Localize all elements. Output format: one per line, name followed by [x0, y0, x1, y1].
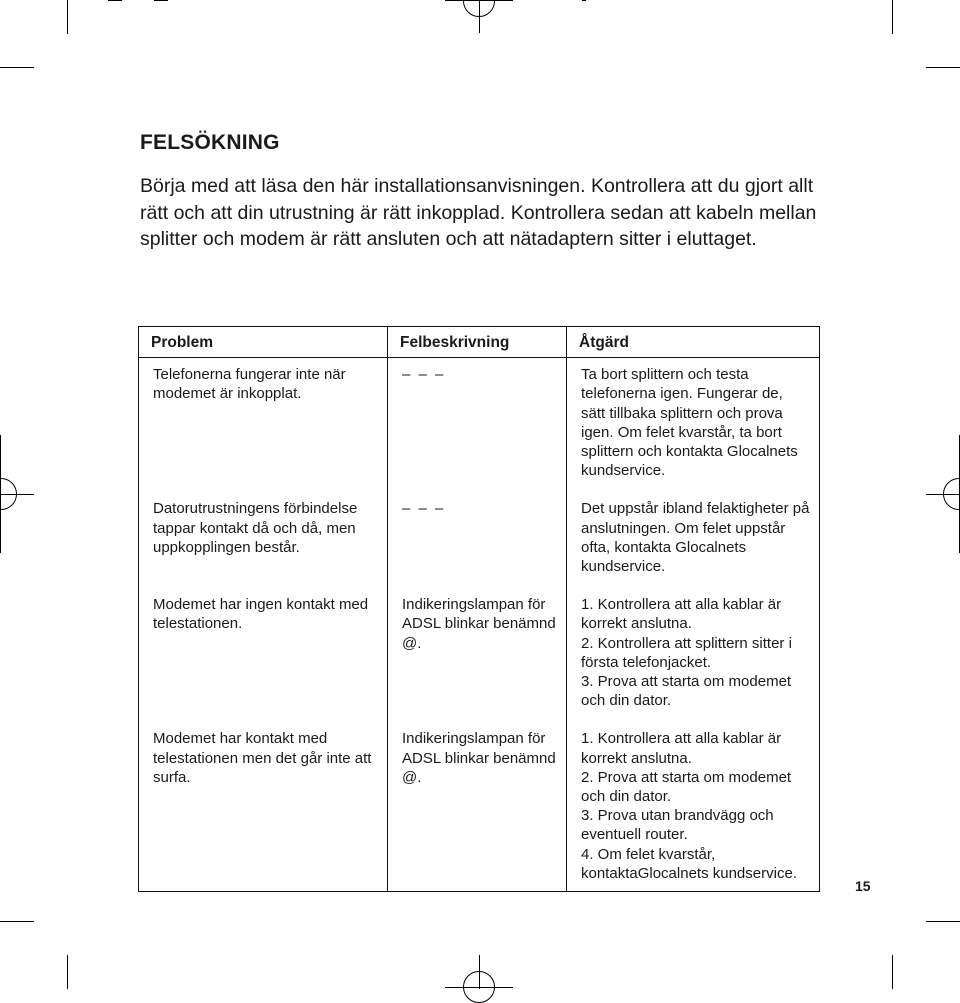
action-cell: [567, 358, 820, 493]
column-header-problem: Problem: [139, 327, 388, 358]
action-cell: [567, 492, 820, 588]
crop-mark: [108, 0, 122, 1]
problem-cell: Telefonerna fungerar inte när modemet är inkopplat.: [139, 358, 388, 493]
crop-mark: [445, 0, 513, 1]
crop-mark: [154, 0, 168, 1]
crop-mark: [479, 0, 480, 33]
table-header-row: [139, 327, 820, 358]
action-step: 1. Kontrollera att alla kablar är korrekt anslutna.: [581, 596, 782, 633]
description-cell: Indikeringslampan för ADSL blinkar benämnd @.: [388, 588, 567, 722]
table-row: [139, 492, 820, 588]
table-row: [139, 358, 820, 493]
crop-mark: [0, 435, 1, 553]
column-header-action: Åtgärd: [567, 327, 820, 358]
action-cell: [567, 588, 820, 722]
problem-cell: Datorutrustningens förbindelse tappar kontakt då och då, men uppkopplingen består.: [139, 492, 388, 588]
table-row: [139, 722, 820, 891]
crop-mark: [445, 987, 513, 988]
crop-mark: [892, 0, 893, 34]
description-cell: – – –: [388, 492, 567, 588]
action-step: 3. Prova utan brandvägg och eventuell router.: [581, 807, 774, 844]
page-title: FELSÖKNING: [140, 131, 280, 154]
crop-mark: [926, 921, 960, 922]
crop-mark: [0, 494, 34, 495]
problem-cell: Modemet har ingen kontakt med telestationen.: [139, 588, 388, 722]
crop-mark: [926, 494, 960, 495]
action-step: Ta bort splittern och testa telefonerna igen. Fungerar de, sätt tillbaka splittern och prova igen. Om felet kvarstår, ta bort splittern och kontakta Glocalnets kundservice.: [581, 366, 798, 480]
action-step: 1. Kontrollera att alla kablar är korrekt anslutna.: [581, 730, 782, 767]
action-cell: [567, 722, 820, 891]
troubleshooting-table: [138, 326, 820, 892]
action-step: 2. Kontrollera att splittern sitter i första telefonjacket.: [581, 634, 792, 671]
crop-mark: [926, 67, 960, 68]
crop-mark: [0, 921, 34, 922]
table-row: [139, 588, 820, 722]
crop-mark: [0, 67, 34, 68]
action-step: 4. Om felet kvarstår, kontaktaGlocalnets kundservice.: [581, 845, 797, 882]
action-step: Det uppstår ibland felaktigheter på anslutningen. Om felet uppstår ofta, kontakta Glocalnets kundservice.: [581, 500, 810, 576]
page-number: 15: [855, 878, 871, 894]
crop-mark: [67, 955, 68, 989]
action-step: 2. Prova att starta om modemet och din dator.: [581, 768, 792, 806]
crop-mark: [479, 955, 480, 989]
crop-mark: [892, 955, 893, 989]
intro-paragraph: Börja med att läsa den här installationsanvisningen. Kontrollera att du gjort allt rätt och att din utrustning är rätt inkopplad. Kontrollera sedan att kabeln mellan splitter och modem är rätt ansluten och att nätadaptern sitter i eluttaget.: [140, 175, 817, 250]
description-cell: – – –: [388, 358, 567, 493]
action-step: 3. Prova att starta om modemet och din dator.: [581, 673, 792, 710]
crop-mark: [582, 0, 586, 1]
description-cell: Indikeringslampan för ADSL blinkar benämnd @.: [388, 722, 567, 891]
column-header-description: Felbeskrivning: [388, 327, 567, 358]
crop-mark: [67, 0, 68, 34]
problem-cell: Modemet har kontakt med telestationen men det går inte att surfa.: [139, 722, 388, 891]
